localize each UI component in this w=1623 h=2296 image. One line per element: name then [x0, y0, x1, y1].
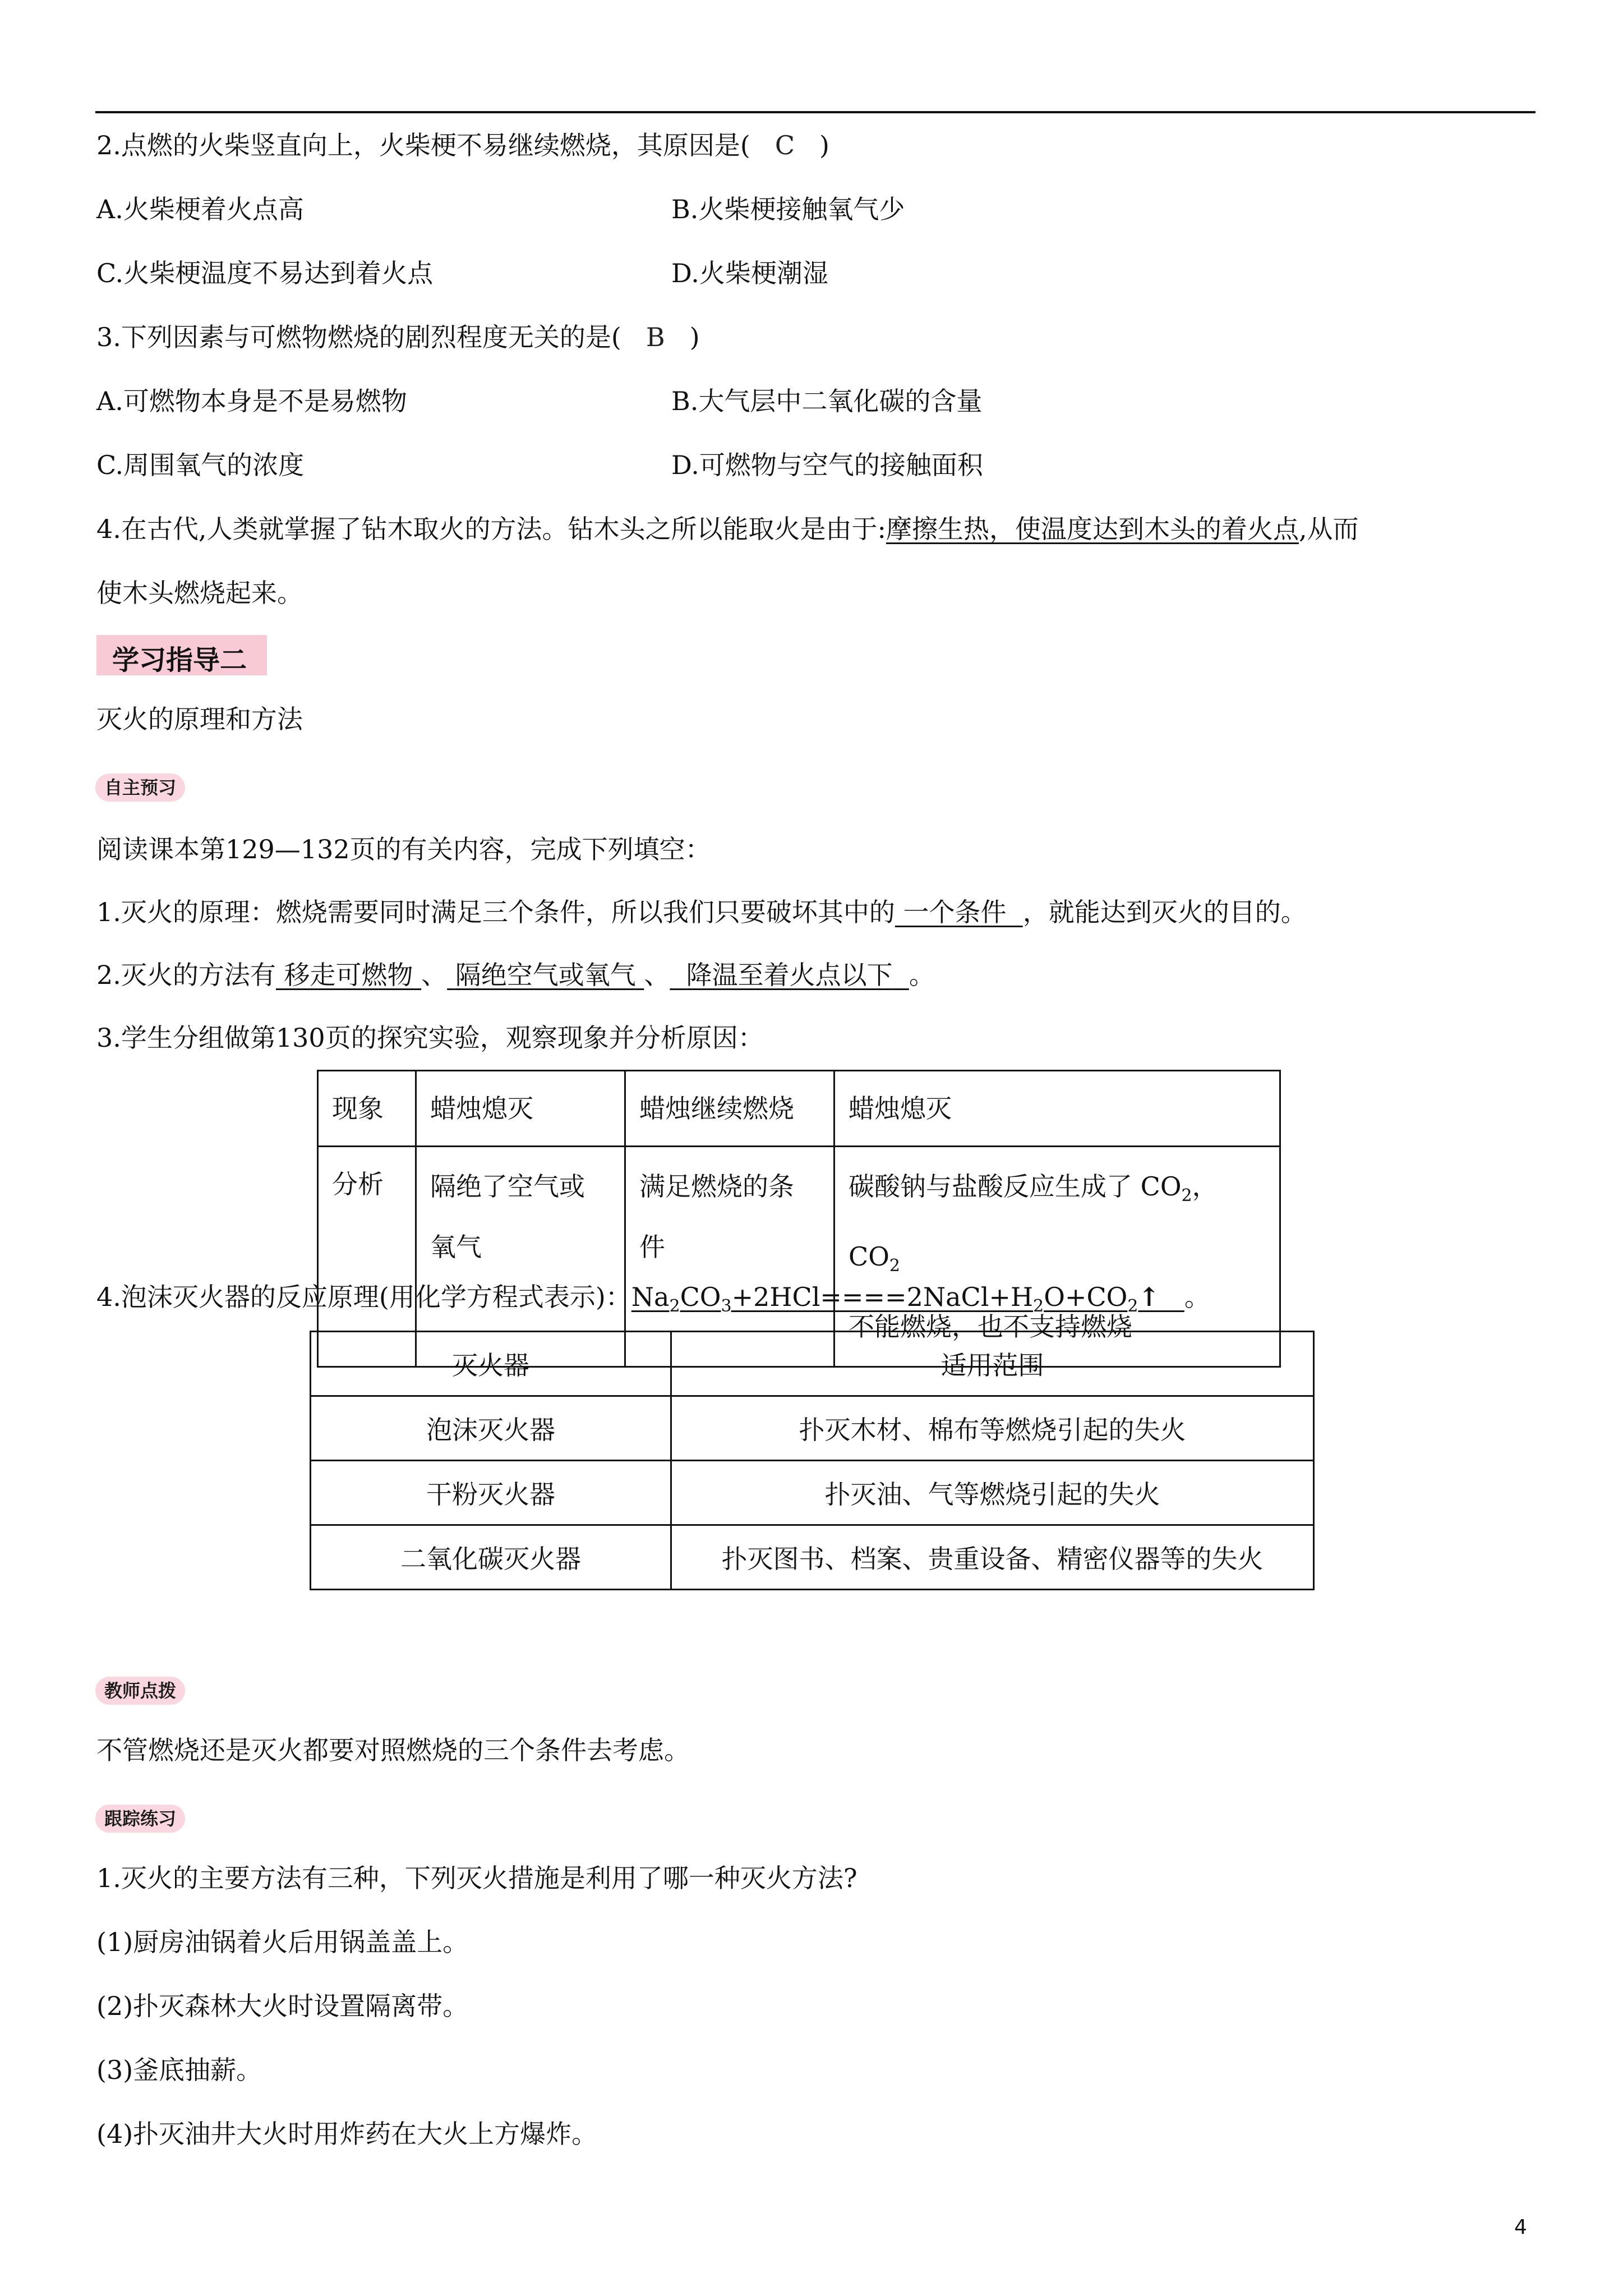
fill4-line: 4.泡沫灭火器的反应原理(用化学方程式表示)：$Na_2CO_3+2HCl====2NaCl+H_2O+CO_2↑$ 。 [96, 1282, 1210, 1316]
section-subtitle: 灭火的原理和方法 [96, 704, 303, 734]
table-cell: 分析 [318, 1147, 416, 1367]
q2-option-a: A.火柴梗着火点高 [96, 194, 304, 224]
table-cell: 扑灭木材、棉布等燃烧引起的失火 [671, 1396, 1314, 1461]
fill2-answer-3: 降温至着火点以下 [686, 960, 893, 990]
section-heading-box [96, 635, 267, 675]
fill2-answer-1: 移走可燃物 [284, 960, 413, 990]
fill2-answer-2: 隔绝空气或氧气 [455, 960, 636, 990]
q2-stem-line: 2.点燃的火柴竖直向上，火柴梗不易继续燃烧，其原因是( C ) [96, 130, 829, 160]
table-row [311, 1332, 1314, 1396]
q4-answer: 摩擦生热，使温度达到木头的着火点 [886, 514, 1299, 544]
table-row [311, 1525, 1314, 1590]
teacher-text: 不管燃烧还是灭火都要对照燃烧的三个条件去考虑。 [96, 1735, 690, 1765]
practice-q1: 1.灭火的主要方法有三种，下列灭火措施是利用了哪一种灭火方法? [96, 1863, 857, 1893]
table-cell: 满足燃烧的条 件 [625, 1147, 834, 1367]
q3-option-d: D.可燃物与空气的接触面积 [671, 450, 983, 480]
q3-option-a: A.可燃物本身是不是易燃物 [96, 386, 407, 416]
table-cell: 二氧化碳灭火器 [311, 1525, 671, 1590]
page-number: 4 [1514, 2216, 1527, 2239]
practice-item: (1)厨房油锅着火后用锅盖盖上。 [96, 1927, 469, 1957]
table-row [311, 1396, 1314, 1461]
table-cell: 蜡烛熄灭 [416, 1071, 625, 1147]
table-cell: 现象 [318, 1071, 416, 1147]
table-cell: 蜡烛继续燃烧 [625, 1071, 834, 1147]
section-heading: 学习指导二 [112, 645, 247, 676]
table-row [311, 1461, 1314, 1525]
q2-option-b: B.火柴梗接触氧气少 [671, 194, 905, 224]
table-cell: 灭火器 [311, 1332, 671, 1396]
tag-teacher: 教师点拨 [95, 1677, 185, 1705]
equation: $Na_2CO_3+2HCl====2NaCl+H_2O+CO_2↑$ [631, 1282, 1160, 1316]
extinguisher-table [310, 1331, 1315, 1590]
fill2-line: 2.灭火的方法有 移走可燃物 、 隔绝空气或氧气 、 降温至着火点以下 。 [96, 960, 935, 990]
practice-item: (2)扑灭森林大火时设置隔离带。 [96, 1991, 469, 2021]
q2-option-d: D.火柴梗潮湿 [671, 258, 828, 288]
header-rule [95, 111, 1536, 113]
fill1-answer: 一个条件 [903, 897, 1007, 927]
table-cell: 泡沫灭火器 [311, 1396, 671, 1461]
q4-line2: 使木头燃烧起来。 [96, 578, 303, 608]
table-cell: 扑灭油、气等燃烧引起的失火 [671, 1461, 1314, 1525]
q3-stem-line: 3.下列因素与可燃物燃烧的剧烈程度无关的是( B ) [96, 322, 700, 352]
q2-option-c: C.火柴梗温度不易达到着火点 [96, 258, 434, 288]
table-cell: 蜡烛熄灭 [834, 1071, 1280, 1147]
table-cell: 碳酸钠与盐酸反应生成了 $CO_2$，$CO_2$ 不能燃烧，也不支持燃烧 [834, 1147, 1280, 1367]
table-cell: 扑灭图书、档案、贵重设备、精密仪器等的失火 [671, 1525, 1314, 1590]
practice-item: (3)釜底抽薪。 [96, 2055, 262, 2085]
fill3-line: 3.学生分组做第130页的探究实验，观察现象并分析原因： [96, 1023, 764, 1053]
q3-option-c: C.周围氧气的浓度 [96, 450, 305, 480]
reading-instruction: 阅读课本第129—132页的有关内容，完成下列填空： [96, 834, 711, 864]
q2-answer: C [774, 130, 795, 160]
q4-line1: 4.在古代,人类就掌握了钻木取火的方法。钻木头之所以能取火是由于:摩擦生热，使温度达到木头的着火点,从而 [96, 514, 1359, 544]
q3-answer: B [645, 322, 665, 352]
fill1-line: 1.灭火的原理：燃烧需要同时满足三个条件，所以我们只要破坏其中的 一个条件 ，就能达到灭火的目的。 [96, 897, 1307, 927]
table-cell: 干粉灭火器 [311, 1461, 671, 1525]
practice-item: (4)扑灭油井大火时用炸药在大火上方爆炸。 [96, 2119, 598, 2149]
table-cell: 适用范围 [671, 1332, 1314, 1396]
table-cell: 隔绝了空气或 氧气 [416, 1147, 625, 1367]
q3-option-b: B.大气层中二氧化碳的含量 [671, 386, 983, 416]
table-row [318, 1071, 1280, 1147]
tag-preview: 自主预习 [95, 774, 185, 802]
tag-practice: 跟踪练习 [95, 1805, 185, 1833]
